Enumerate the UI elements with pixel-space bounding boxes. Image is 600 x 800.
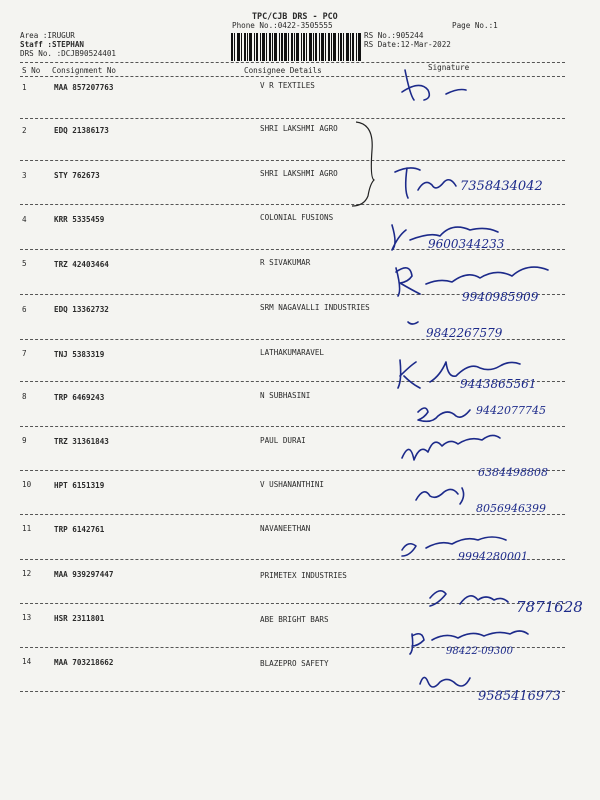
row-consignee: PRIMETEX INDUSTRIES [260,571,347,580]
row-consignee: PAUL DURAI [260,436,306,445]
phone-number-handwritten: 9442077745 [476,404,546,417]
header-rule-bottom [20,76,565,77]
row-divider [20,204,565,205]
row-divider [20,249,565,250]
signature-5 [396,267,548,304]
phone-number: Phone No.:0422-3505555 [232,21,333,30]
row-divider [20,559,565,560]
barcode-image [231,33,361,61]
row-sno: 8 [22,392,27,401]
phone-number-handwritten: 7871628 [516,598,583,616]
row-divider [20,647,565,648]
row-consignment: EDQ 21386173 [54,126,109,135]
phone-number-handwritten: 9842267579 [426,326,503,340]
row-sno: 4 [22,215,27,224]
rs-number: RS No.:905244 [364,31,424,40]
phone-number-handwritten: 7358434042 [460,179,543,194]
row-divider [20,294,565,295]
row-consignment: MAA 939297447 [54,570,114,579]
row-consignee: V R TEXTILES [260,81,315,90]
row-consignee: ABE BRIGHT BARS [260,615,329,624]
signature-7 [398,360,536,391]
signature-9 [402,435,548,479]
signature-13 [410,631,528,657]
document-title: TPC/CJB DRS - PCO [252,11,338,21]
phone-number-handwritten: 98422-09300 [446,646,514,657]
row-divider [20,514,565,515]
row-consignee: NAVANEETHAN [260,524,311,533]
row-consignee: N SUBHASINI [260,391,311,400]
row-divider [20,381,565,382]
page-number: Page No.:1 [452,21,498,30]
row-consignee: R SIVAKUMAR [260,258,311,267]
phone-number-handwritten: 9600344233 [428,237,505,251]
row-divider [20,160,565,161]
signature-10 [416,488,546,515]
row-divider [20,339,565,340]
row-divider [20,470,565,471]
row-consignment: HSR 2311801 [54,614,105,623]
row-consignment: TRZ 42403464 [54,260,109,269]
area-field: Area :IRUGUR [20,31,75,40]
row-sno: 6 [22,305,27,314]
drs-number: DRS No. :DCJB90524401 [20,49,117,58]
row-consignment: TRZ 31361843 [54,437,109,446]
row-consignment: TRP 6469243 [54,393,105,402]
rs-date: RS Date:12-Mar-2022 [364,40,451,49]
phone-number-handwritten: 8056946399 [476,502,546,515]
row-sno: 9 [22,436,27,445]
phone-number-handwritten: 9443865561 [460,377,537,391]
row-divider [20,426,565,427]
signature-2 [395,168,543,198]
row-sno: 13 [22,613,32,622]
row-sno: 3 [22,171,27,180]
staff-field: Staff :STEPHAN [20,40,85,49]
col-signature: Signature [428,63,470,72]
row-divider [20,118,565,119]
col-consignee: Consignee Details [244,66,322,75]
phone-number-handwritten: 9994280001 [458,550,528,563]
phone-number-handwritten: 6384498808 [478,466,548,479]
row-divider [20,691,565,692]
row-consignment: EDQ 13362732 [54,305,109,314]
row-consignee: BLAZEPRO SAFETY [260,659,329,668]
row-consignee: COLONIAL FUSIONS [260,213,334,222]
row-consignee: SHRI LAKSHMI AGRO [260,124,338,133]
signature-6 [408,322,503,340]
row-consignment: TRP 6142761 [54,525,105,534]
row-sno: 1 [22,83,27,92]
row-consignee: LATHAKUMARAVEL [260,348,325,357]
row-consignee: V USHANANTHINI [260,480,325,489]
row-sno: 12 [22,569,32,578]
row-sno: 14 [22,657,32,666]
row-consignment: MAA 857207763 [54,83,114,92]
row-sno: 5 [22,259,27,268]
row-sno: 10 [22,480,32,489]
row-consignment: HPT 6151319 [54,481,105,490]
row-sno: 11 [22,524,32,533]
phone-number-handwritten: 9940985909 [462,290,539,304]
row-sno: 2 [22,126,27,135]
signature-1 [402,70,466,100]
row-consignment: KRR 5335459 [54,215,105,224]
header-rule-top [20,62,565,63]
row-consignment: TNJ 5383319 [54,350,105,359]
row-sno: 7 [22,349,27,358]
signature-4 [392,225,505,251]
phone-number-handwritten: 9585416973 [478,689,561,704]
col-sno: S No [22,66,41,75]
row-consignment: STY 762673 [54,171,100,180]
row-consignee: SHRI LAKSHMI AGRO [260,169,338,178]
col-consignment: Consignment No [52,66,117,75]
signature-8 [418,404,546,421]
row-consignee: SRM NAGAVALLI INDUSTRIES [260,303,370,312]
row-consignment: MAA 703218662 [54,658,114,667]
row-divider [20,603,565,604]
